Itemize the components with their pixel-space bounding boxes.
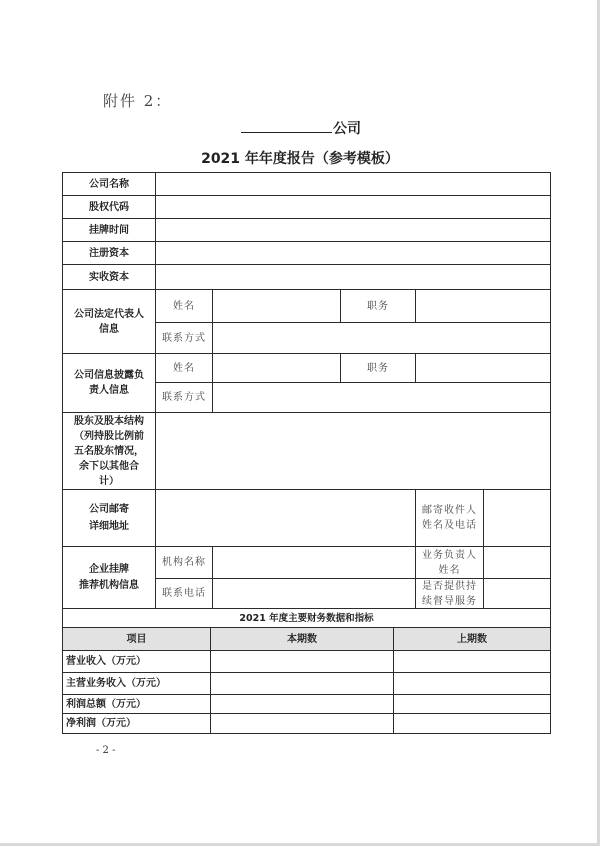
sponsor-manager-field[interactable] — [483, 546, 551, 579]
listing-date-label: 挂牌时间 — [62, 218, 156, 242]
sponsor-label — [62, 546, 156, 609]
legal-rep-label-line: 信息 — [99, 323, 119, 335]
legal-rep-name-label: 姓名 — [155, 289, 213, 323]
stock-code-label: 股权代码 — [62, 195, 156, 219]
disclosure-officer-label — [62, 353, 156, 413]
sponsor-phone-field[interactable] — [212, 578, 416, 609]
main-business-revenue-previous-field[interactable] — [393, 672, 551, 695]
disclosure-officer-position-field[interactable] — [415, 353, 551, 383]
sponsor-phone-label: 联系电话 — [155, 578, 213, 609]
main-business-revenue-label: 主营业务收入（万元） — [62, 672, 211, 695]
legal-rep-label — [62, 289, 156, 354]
mailing-address-label-line: 公司邮寄 — [89, 504, 129, 515]
revenue-previous-field[interactable] — [393, 650, 551, 673]
recipient-label — [415, 489, 484, 547]
listing-date-field[interactable] — [155, 218, 551, 242]
shareholders-label-line: （列持股比例前 — [74, 430, 144, 442]
recipient-label-line: 姓名及电话 — [422, 520, 477, 531]
revenue-label: 营业收入（万元） — [62, 650, 211, 673]
sponsor-supervision-label — [415, 578, 484, 609]
shareholders-label — [62, 412, 156, 490]
disclosure-officer-name-field[interactable] — [212, 353, 341, 383]
company-name-field[interactable] — [155, 172, 551, 196]
column-header-previous: 上期数 — [393, 627, 551, 651]
net-profit-label: 净利润（万元） — [62, 713, 211, 734]
mailing-address-field[interactable] — [155, 489, 416, 547]
shareholders-label-line: 股东及股本结构 — [74, 415, 144, 427]
company-suffix: 公司 — [333, 121, 361, 137]
disclosure-officer-contact-label: 联系方式 — [155, 382, 213, 413]
shareholders-label-line: 五名股东情况， — [74, 445, 144, 457]
paid-in-capital-field[interactable] — [155, 264, 551, 290]
financial-section-title: 2021 年度主要财务数据和指标 — [62, 608, 551, 628]
column-header-item: 项目 — [62, 627, 211, 651]
sponsor-supervision-field[interactable] — [483, 578, 551, 609]
legal-rep-name-field[interactable] — [212, 289, 341, 323]
sponsor-label-line: 推荐机构信息 — [79, 579, 139, 591]
shareholders-label-line: 计） — [99, 475, 119, 487]
shareholders-field[interactable] — [155, 412, 551, 490]
sponsor-supervision-label-line: 续督导服务 — [422, 595, 477, 607]
attachment-label: 附件 2： — [103, 92, 173, 110]
column-header-current: 本期数 — [210, 627, 394, 651]
net-profit-current-field[interactable] — [210, 713, 394, 734]
sponsor-supervision-label-line: 是否提供持 — [422, 580, 477, 592]
disclosure-officer-label-line: 公司信息披露负 — [74, 370, 144, 381]
mailing-address-label-line: 详细地址 — [89, 521, 129, 532]
registered-capital-label: 注册资本 — [62, 241, 156, 265]
total-profit-current-field[interactable] — [210, 694, 394, 714]
registered-capital-field[interactable] — [155, 241, 551, 265]
page-number: - 2 - — [96, 745, 116, 756]
legal-rep-contact-label: 联系方式 — [155, 322, 213, 354]
legal-rep-label-line: 公司法定代表人 — [74, 308, 144, 320]
disclosure-officer-name-label: 姓名 — [155, 353, 213, 383]
disclosure-officer-label-line: 责人信息 — [89, 385, 129, 396]
sponsor-manager-label-line: 姓名 — [438, 564, 461, 576]
sponsor-manager-label — [415, 546, 484, 579]
company-name-blank[interactable] — [241, 132, 332, 133]
shareholders-label-line: 余下以其他合 — [79, 460, 139, 472]
sponsor-org-name-field[interactable] — [212, 546, 416, 579]
report-title: 2021 年年度报告（参考模板） — [201, 151, 399, 167]
sponsor-org-name-label: 机构名称 — [155, 546, 213, 579]
revenue-current-field[interactable] — [210, 650, 394, 673]
legal-rep-position-field[interactable] — [415, 289, 551, 323]
sponsor-label-line: 企业挂牌 — [89, 563, 129, 575]
net-profit-previous-field[interactable] — [393, 713, 551, 734]
recipient-field[interactable] — [483, 489, 551, 547]
stock-code-field[interactable] — [155, 195, 551, 219]
legal-rep-position-label: 职务 — [340, 289, 416, 323]
main-business-revenue-current-field[interactable] — [210, 672, 394, 695]
legal-rep-contact-field[interactable] — [212, 322, 551, 354]
company-name-label: 公司名称 — [62, 172, 156, 196]
disclosure-officer-position-label: 职务 — [340, 353, 416, 383]
total-profit-previous-field[interactable] — [393, 694, 551, 714]
sponsor-manager-label-line: 业务负责人 — [422, 549, 477, 561]
recipient-label-line: 邮寄收件人 — [422, 505, 477, 516]
mailing-address-label — [62, 489, 156, 547]
paid-in-capital-label: 实收资本 — [62, 264, 156, 290]
disclosure-officer-contact-field[interactable] — [212, 382, 551, 413]
total-profit-label: 利润总额（万元） — [62, 694, 211, 714]
